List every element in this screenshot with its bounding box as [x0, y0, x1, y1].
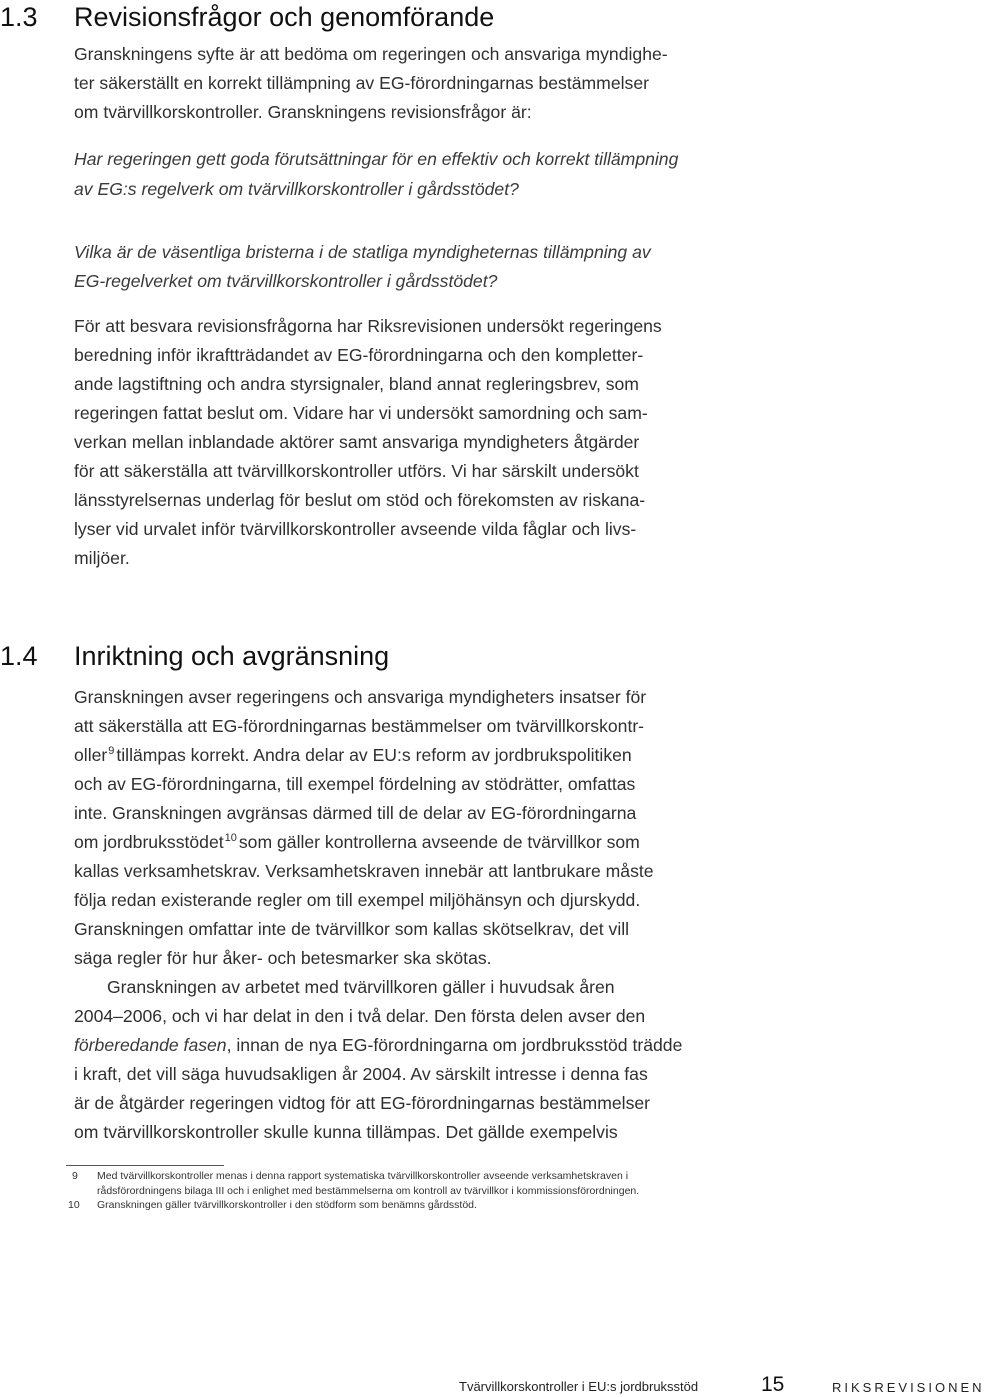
- footnote-ref: 10: [224, 832, 237, 844]
- section-title: Revisionsfrågor och genomförande: [74, 2, 495, 32]
- paragraph-line: miljöer.: [74, 548, 130, 568]
- paragraph-line: om tvärvillkorskontroller. Granskningens revisionsfrågor är:: [74, 102, 532, 122]
- paragraph-line: Granskningen omfattar inte de tvärvillkor som kallas skötselkrav, det vill: [74, 919, 630, 939]
- line-text: oller: [74, 745, 108, 765]
- section-number: 1.3: [0, 2, 38, 32]
- paragraph-line: kallas verksamhetskrav. Verksamhetskraven innebär att lantbrukare måste: [74, 861, 654, 881]
- line-text: om jordbruksstödet: [74, 832, 224, 852]
- publisher-logo: RIKSREVISIONEN: [832, 1380, 985, 1395]
- paragraph-line: beredning inför ikraftträdandet av EG-förordningarna och den kompletter-: [74, 345, 644, 365]
- question-line: EG-regelverket om tvärvillkorskontroller i gårdsstödet?: [74, 271, 498, 291]
- running-title: Tvärvillkorskontroller i EU:s jordbruksstöd: [459, 1379, 699, 1394]
- paragraph-line: Granskningen av arbetet med tvärvillkoren gäller i huvudsak åren: [107, 977, 615, 997]
- line-text: tillämpas korrekt. Andra delar av EU:s reform av jordbrukspolitiken: [116, 745, 632, 765]
- page-number: 15: [761, 1373, 785, 1396]
- paragraph-line: om tvärvillkorskontroller skulle kunna tillämpas. Det gällde exempelvis: [74, 1122, 618, 1142]
- paragraph-line: [74, 744, 632, 769]
- paragraph-line: 2004–2006, och vi har delat in den i två delar. Den första delen avser den: [74, 1006, 646, 1026]
- paragraph-line: ande lagstiftning och andra styrsignaler, bland annat regleringsbrev, som: [74, 374, 639, 394]
- paragraph-line: Granskningen avser regeringens och ansvariga myndigheters insatser för: [74, 687, 647, 707]
- paragraph-line: [74, 831, 640, 856]
- paragraph-line: länsstyrelsernas underlag för beslut om stöd och förekomsten av riskana-: [74, 490, 646, 510]
- paragraph-line: är de åtgärder regeringen vidtog för att EG-förordningarnas bestämmelser: [74, 1093, 651, 1113]
- line-text: , innan de nya EG-förordningarna om jordbruksstöd trädde: [226, 1035, 683, 1055]
- paragraph-line: följa redan existerande regler om till exempel miljöhänsyn och djurskydd.: [74, 890, 641, 910]
- paragraph-line: ter säkerställt en korrekt tillämpning av EG-förordningarnas bestämmelser: [74, 73, 649, 93]
- paragraph-line: regeringen fattat beslut om. Vidare har vi undersökt samordning och sam-: [74, 403, 648, 423]
- paragraph-line: att säkerställa att EG-förordningarnas bestämmelser om tvärvillkorskontr-: [74, 716, 645, 736]
- footnote-ref: 9: [108, 745, 115, 757]
- paragraph-line: för att säkerställa att tvärvillkorskontroller utförs. Vi har särskilt undersökt: [74, 461, 639, 481]
- paragraph-line: säga regler för hur åker- och betesmarker ska skötas.: [74, 948, 492, 968]
- section-number: 1.4: [0, 641, 38, 671]
- line-text: som gäller kontrollerna avseende de tvärvillkor som: [238, 832, 640, 852]
- paragraph-line: inte. Granskningen avgränsas därmed till de delar av EG-förordningarna: [74, 803, 637, 823]
- paragraph-line: i kraft, det vill säga huvudsakligen år 2004. Av särskilt intresse i denna fas: [74, 1064, 648, 1084]
- footnote-number: 10: [68, 1199, 80, 1211]
- footnote-text: Granskningen gäller tvärvillkorskontroller i den stödform som benämns gårdsstöd.: [97, 1199, 477, 1211]
- paragraph-line: och av EG-förordningarna, till exempel fördelning av stödrätter, omfattas: [74, 774, 636, 794]
- footnote-divider: [66, 1165, 224, 1166]
- section-title: Inriktning och avgränsning: [74, 641, 390, 671]
- footnote-text: Med tvärvillkorskontroller menas i denna rapport systematiska tvärvillkorskontroller avseende verksamhetskraven i: [97, 1170, 629, 1182]
- question-line: Har regeringen gett goda förutsättningar för en effektiv och korrekt tillämpning: [74, 149, 679, 169]
- emphasis-text: förberedande fasen: [74, 1035, 227, 1055]
- footnote-text: rådsförordningens bilaga III och i enlighet med bestämmelserna om kontroll av tvärvillkor i kommissionsförordningen.: [97, 1185, 640, 1197]
- paragraph-line: [74, 1034, 682, 1056]
- question-line: Vilka är de väsentliga bristerna i de statliga myndigheternas tillämpning av: [74, 242, 651, 262]
- paragraph-line: För att besvara revisionsfrågorna har Riksrevisionen undersökt regeringens: [74, 316, 662, 336]
- paragraph-line: verkan mellan inblandade aktörer samt ansvariga myndigheters åtgärder: [74, 432, 640, 452]
- question-line: av EG:s regelverk om tvärvillkorskontroller i gårdsstödet?: [74, 179, 519, 199]
- paragraph-line: lyser vid urvalet inför tvärvillkorskontroller avseende vilda fåglar och livs-: [74, 519, 637, 539]
- footnote-number: 9: [72, 1170, 78, 1182]
- paragraph-line: Granskningens syfte är att bedöma om regeringen och ansvariga myndighe-: [74, 44, 668, 64]
